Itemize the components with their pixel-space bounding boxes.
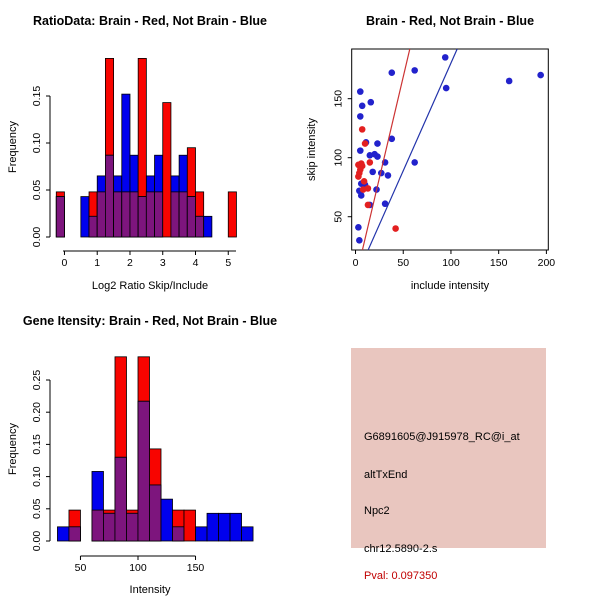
svg-ratio-bar: [163, 103, 171, 237]
svg-gene-bar: [219, 513, 231, 541]
panel-ratio-histogram: [0, 0, 300, 300]
svg-gene-xtick-100: 100: [129, 562, 147, 574]
svg-ratio-bar: [97, 192, 105, 237]
svg-scatter-point-not-brain: [374, 153, 381, 160]
svg-scatter-brain-fit-line: [362, 49, 409, 250]
svg-gene-bar: [196, 527, 208, 541]
svg-gene-ytick-3: 0.15: [31, 434, 43, 455]
svg-gene-bar: [161, 499, 173, 541]
svg-gene-bar: [173, 527, 185, 541]
svg-ratio-ylabel: Frequency: [7, 121, 19, 173]
svg-ratio-bar: [228, 192, 236, 237]
info-box: [351, 348, 546, 582]
panel-info-box: [300, 300, 600, 600]
svg-gene-bar: [126, 513, 138, 541]
svg-scatter-point-not-brain: [442, 54, 449, 61]
svg-gene-bar: [184, 510, 196, 541]
pval-text: Pval: 0.097350: [364, 570, 438, 582]
svg-scatter-point-not-brain: [367, 99, 374, 106]
svg-gene-bar: [92, 510, 104, 541]
svg-scatter-xtick-150: 150: [489, 257, 508, 269]
svg-gene-ytick-2: 0.10: [31, 466, 43, 487]
svg-scatter-point-brain: [362, 140, 369, 147]
svg-scatter-point-not-brain: [506, 78, 513, 85]
chromosome-location-text: chr12.5890-2.s: [364, 543, 438, 555]
svg-scatter-point-brain: [367, 159, 374, 166]
svg-ratio-xtick-0: 0: [61, 257, 68, 269]
svg-gene-bar: [57, 527, 69, 541]
svg-ratio-ytick-0: 0.00: [31, 226, 43, 248]
svg-ratio-bar: [122, 192, 130, 237]
splice-type-text: altTxEnd: [364, 469, 408, 481]
svg-scatter-point-brain: [361, 178, 368, 185]
svg-gene-xlabel: Intensity: [129, 584, 171, 596]
svg-ratio-xtick-1: 1: [94, 257, 101, 269]
svg-scatter-point-not-brain: [385, 172, 392, 179]
svg-scatter-notbrain-fit-line: [368, 49, 457, 250]
svg-gene-bar: [150, 485, 162, 541]
svg-scatter-point-not-brain: [357, 147, 364, 154]
svg-scatter-point-not-brain: [537, 72, 544, 79]
svg-ratio-bar: [155, 192, 163, 237]
svg-ratio-bar: [105, 155, 113, 237]
svg-ratio-ytick-1: 0.05: [31, 179, 43, 201]
svg-scatter-point-brain: [360, 186, 367, 193]
svg-ratio-ytick-2: 0.10: [31, 132, 43, 154]
svg-gene-ytick-5: 0.25: [31, 369, 43, 391]
svg-scatter-xtick-200: 200: [537, 257, 556, 269]
svg-ratio-ytick-3: 0.15: [31, 85, 43, 107]
svg-scatter-xtick-100: 100: [442, 257, 460, 269]
svg-ratio-xtick-4: 4: [192, 257, 199, 269]
svg-scatter-point-brain: [365, 202, 372, 209]
svg-scatter-xtick-0: 0: [352, 257, 359, 269]
svg-scatter-ytick-150: 150: [332, 89, 345, 108]
svg-scatter-ytick-50: 50: [332, 210, 345, 223]
svg-ratio-bar: [81, 197, 89, 237]
svg-scatter-point-not-brain: [356, 237, 363, 244]
svg-scatter-xtick-50: 50: [397, 257, 410, 269]
svg-gene-xtick-150: 150: [186, 562, 205, 574]
svg-gene-title: Gene Itensity: Brain - Red, Not Brain - Blue: [22, 314, 278, 328]
svg-scatter-point-not-brain: [357, 88, 364, 95]
svg-ratio-bar: [196, 216, 204, 237]
svg-scatter-point-not-brain: [358, 192, 365, 199]
svg-ratio-bar: [179, 192, 187, 237]
svg-scatter-point-not-brain: [411, 67, 418, 74]
svg-ratio-bar: [138, 197, 146, 237]
svg-ratio-bar: [171, 192, 179, 237]
svg-gene-bar: [69, 527, 81, 541]
svg-scatter-point-not-brain: [388, 69, 395, 76]
svg-gene-bar: [207, 513, 219, 541]
svg-ratio-bar: [89, 216, 97, 237]
svg-ratio-xtick-3: 3: [159, 257, 166, 269]
ratio-histogram-chart: [0, 0, 300, 300]
svg-gene-bar: [103, 513, 115, 541]
svg-gene-xtick-50: 50: [74, 562, 87, 574]
svg-ratio-bar: [56, 197, 64, 237]
panel-gene-intensity-histogram: [0, 300, 300, 600]
intensity-scatter-chart: [300, 0, 600, 300]
gene-intensity-histogram-chart: [0, 300, 300, 600]
svg-scatter-point-not-brain: [411, 159, 418, 166]
probe-id-text: G6891605@J915978_RC@i_at: [364, 431, 520, 443]
svg-scatter-point-not-brain: [374, 140, 381, 147]
svg-scatter-title: Brain - Red, Not Brain - Blue: [365, 14, 535, 28]
svg-scatter-point-not-brain: [443, 85, 450, 92]
svg-gene-ytick-1: 0.05: [31, 498, 43, 520]
svg-gene-ytick-0: 0.00: [31, 530, 43, 552]
svg-gene-ylabel: Frequency: [7, 423, 19, 475]
svg-ratio-bar: [204, 216, 212, 237]
svg-ratio-bar: [114, 192, 122, 237]
svg-ratio-bar: [130, 192, 138, 237]
svg-scatter-point-not-brain: [369, 169, 376, 176]
panel-intensity-scatter: [300, 0, 600, 300]
svg-scatter-ylabel: skip intensity: [306, 118, 318, 181]
svg-scatter-point-brain: [355, 173, 362, 180]
svg-gene-ytick-4: 0.20: [31, 401, 43, 423]
svg-gene-bar: [242, 527, 254, 541]
svg-ratio-title: RatioData: Brain - Red, Not Brain - Blue: [32, 14, 268, 28]
svg-scatter-point-brain: [359, 126, 366, 133]
svg-scatter-point-not-brain: [359, 102, 366, 109]
svg-scatter-point-not-brain: [357, 113, 364, 120]
gene-symbol-text: Npc2: [364, 505, 390, 517]
svg-ratio-bar: [187, 197, 195, 237]
svg-ratio-bar: [146, 192, 154, 237]
svg-gene-bar: [115, 457, 127, 541]
svg-ratio-xtick-5: 5: [225, 257, 232, 269]
svg-gene-bar: [138, 401, 150, 541]
svg-scatter-point-not-brain: [355, 224, 362, 231]
svg-scatter-point-brain: [392, 225, 399, 232]
svg-gene-bar: [230, 513, 242, 541]
svg-ratio-xtick-2: 2: [127, 257, 133, 269]
svg-scatter-xlabel: include intensity: [410, 280, 490, 292]
svg-ratio-xlabel: Log2 Ratio Skip/Include: [91, 280, 209, 292]
svg-scatter-ytick-100: 100: [332, 148, 345, 167]
